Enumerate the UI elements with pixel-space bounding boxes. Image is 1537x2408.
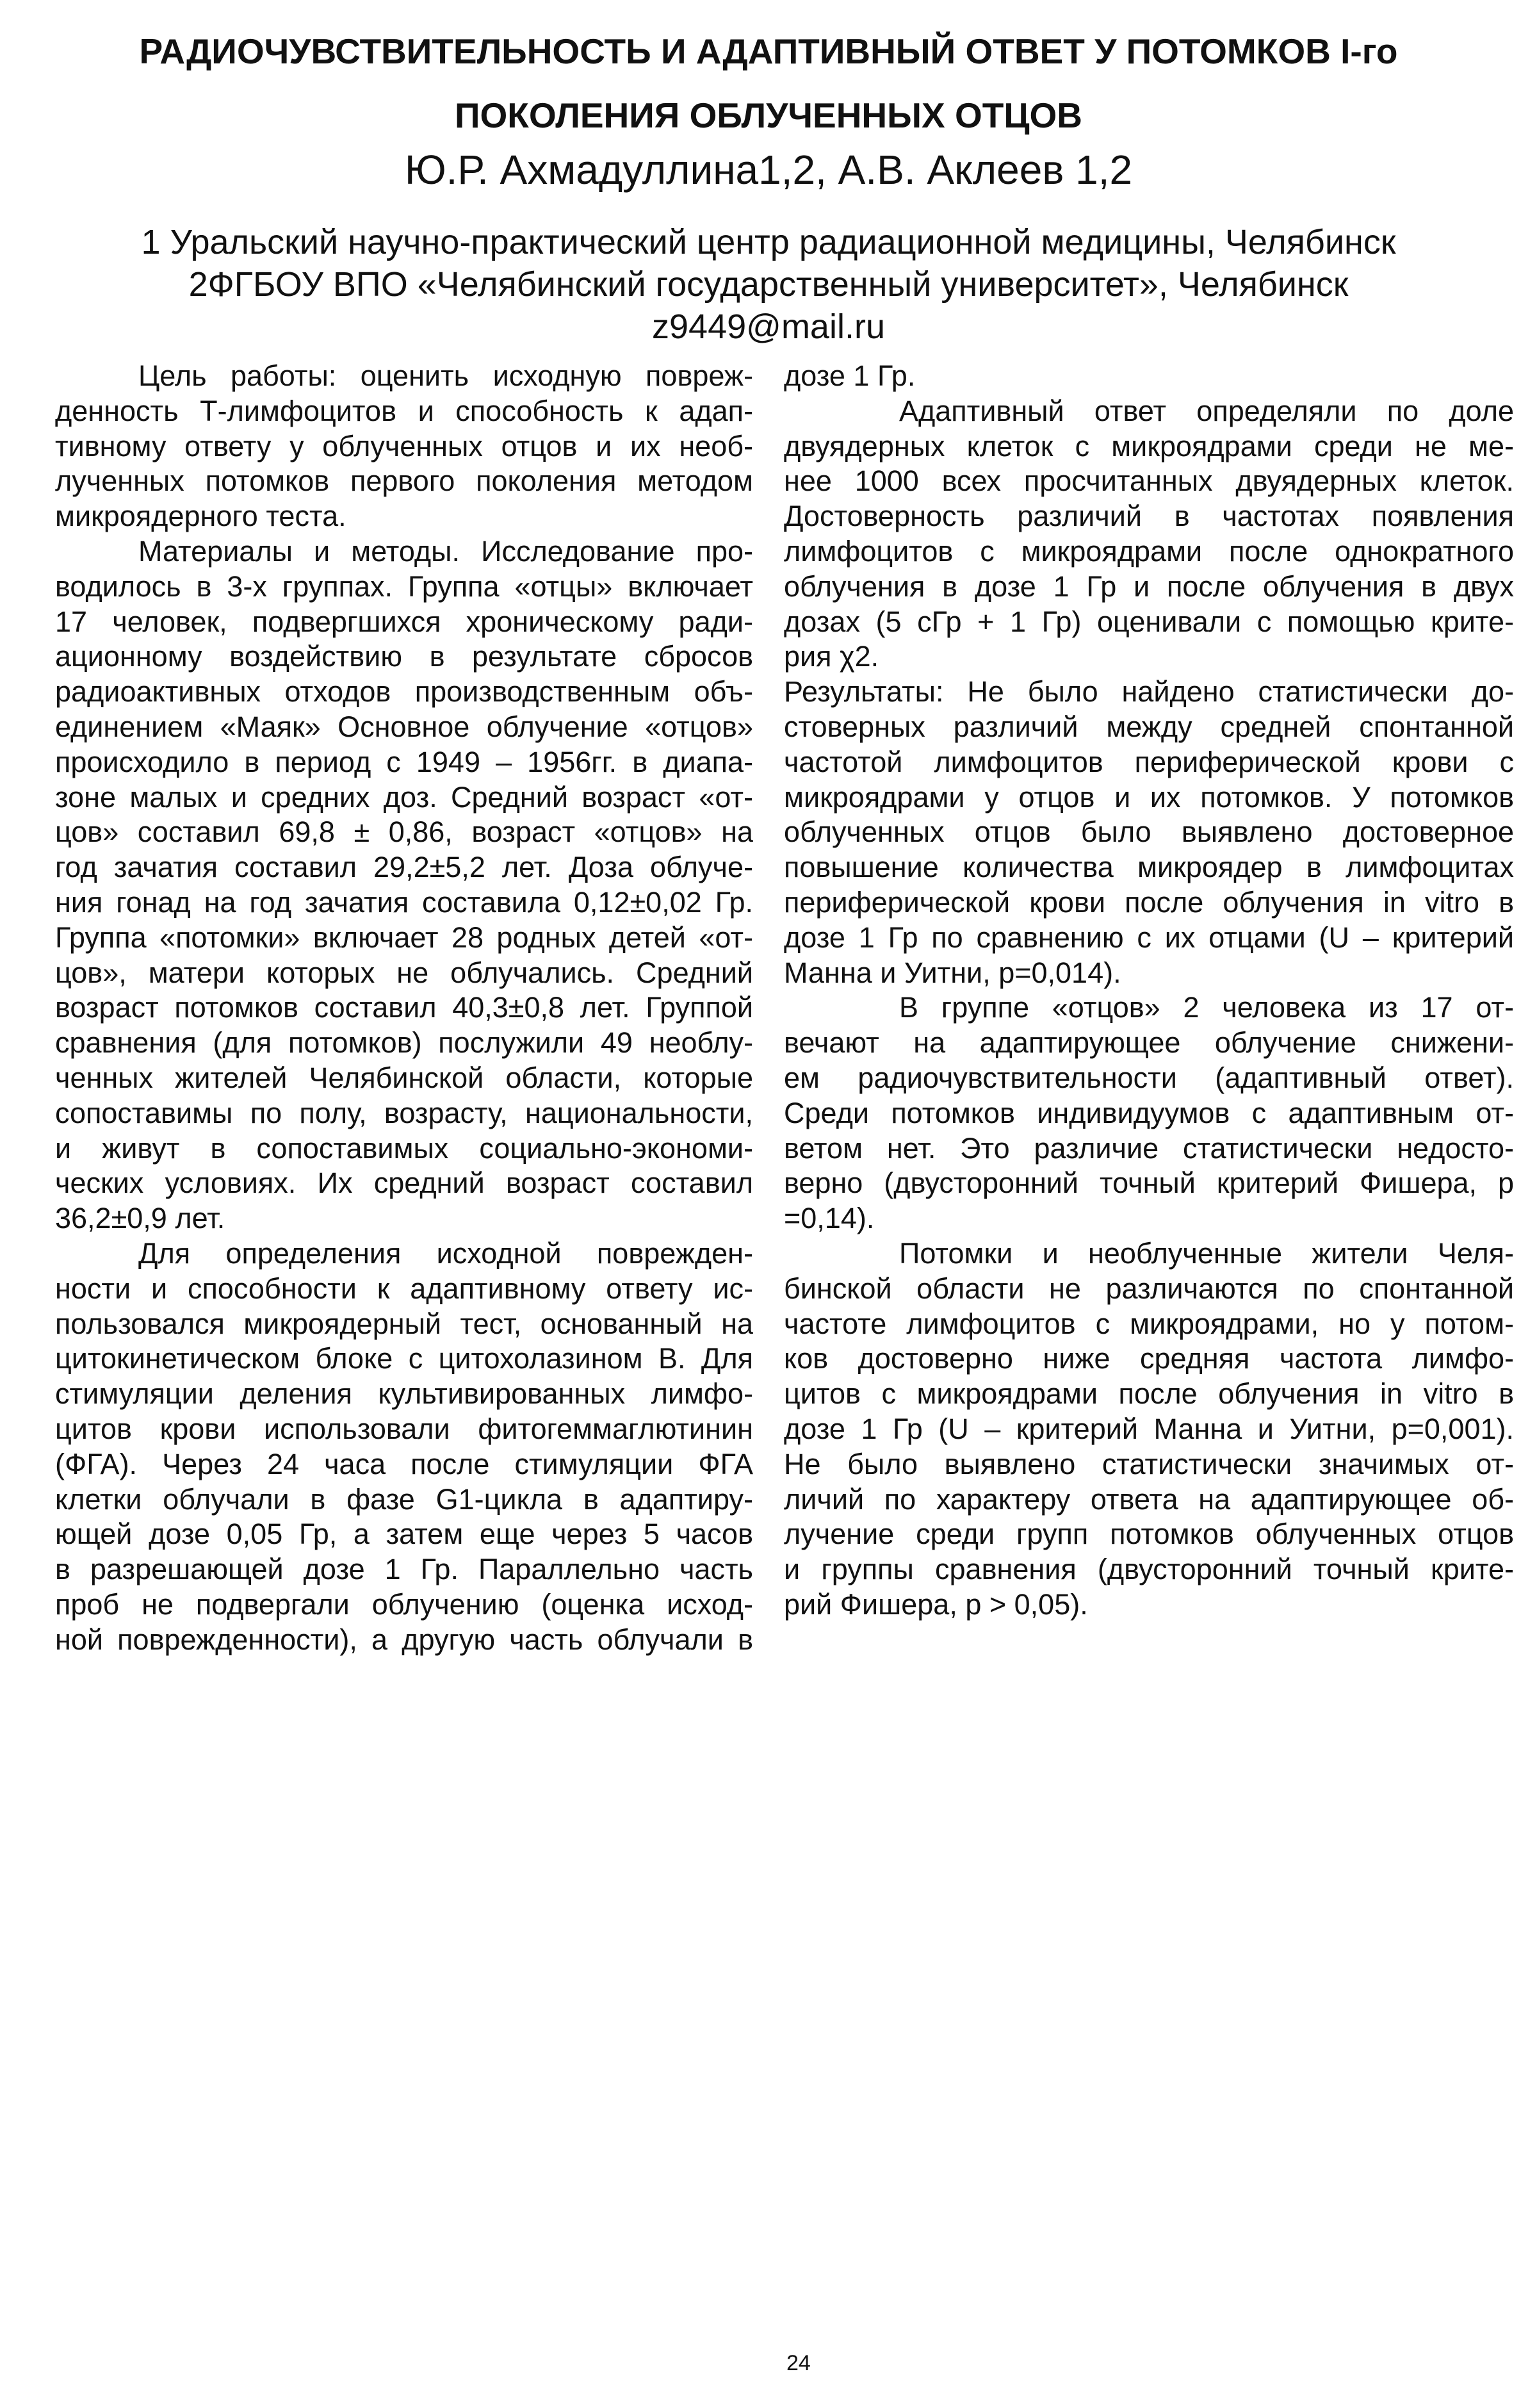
text-line: верно (двусторонний точный критерий Фишера, р [784,1167,1514,1200]
text-line: В группе «отцов» 2 человека из 17 от- [899,991,1514,1024]
text-line: периферической крови после облучения in vitro в [784,885,1514,919]
text-line: стоверных различий между средней спонтанной [784,710,1514,743]
text-line: Не было выявлено статистически значимых от- [784,1447,1514,1480]
text-line: 36,2±0,9 лет. [55,1202,225,1235]
text-line: Среди потомков индивидуумов с адаптивным от- [784,1096,1514,1129]
affiliation-2: 2ФГБОУ ВПО «Челябинский государственный университет», Челябинск [188,265,1349,304]
text-line: Достоверность различий в частотах появления [784,500,1514,533]
text-line: цов» составил 69,8 ± 0,86, возраст «отцов» на [55,815,753,849]
text-line: частотой лимфоцитов периферической крови с [784,745,1514,778]
text-line: сравнения (для потомков) послужили 49 необлу- [55,1026,753,1060]
text-line: лимфоцитов с микроядрами после однократного [784,534,1514,568]
text-line: Потомки и необлученные жители Челя- [899,1236,1514,1270]
text-line: ветом нет. Это различие статистически недосто- [784,1131,1514,1165]
text-line: ческих условиях. Их средний возраст составил [55,1167,753,1200]
text-line: ков достоверно ниже средняя частота лимфо- [784,1342,1514,1375]
text-line: ационному воздействию в результате сбросов [55,640,753,673]
affiliations [0,221,1537,348]
text-line: ной поврежденности), а другую часть облучали в [55,1623,753,1656]
affiliation-1: 1 Уральский научно-практический центр радиационной медицины, Челябинск [141,223,1396,261]
text-line: тивному ответу у облученных отцов и их необ- [55,429,753,463]
text-line: ченных жителей Челябинской области, которые [55,1061,753,1094]
left-column [55,359,753,1657]
text-line: двуядерных клеток с микроядрами среди не ме- [784,429,1514,463]
paragraph [784,990,1514,1236]
title-line-2: ПОКОЛЕНИЯ ОБЛУЧЕННЫХ ОТЦОВ [454,95,1082,135]
right-column [784,359,1514,1623]
contact-email: z9449@mail.ru [652,307,885,346]
text-line: дозе 1 Гр. [784,359,916,392]
text-line: и группы сравнения (двусторонний точный крите- [784,1553,1514,1586]
text-line: лучение среди групп потомков облученных отцов [784,1518,1514,1551]
text-line: Цель работы: оценить исходную повреж- [138,359,753,392]
text-line: рий Фишера, p > 0,05). [784,1587,1088,1621]
text-line: происходило в период с 1949 – 1956гг. в диапа- [55,745,753,778]
paragraph [55,1236,753,1658]
text-line: вечают на адаптирующее облучение снижени- [784,1026,1514,1060]
text-line: стимуляции деления культивированных лимфо- [55,1377,753,1411]
paragraph [55,359,753,534]
paragraph [784,1236,1514,1623]
text-line: повышение количества микроядер в лимфоцитах [784,851,1514,884]
text-line: Группа «потомки» включает 28 родных детей «от- [55,921,753,954]
text-line: и живут в сопоставимых социально-экономи- [55,1131,753,1165]
text-line: проб не подвергали облучению (оценка исход- [55,1587,753,1621]
text-line: нее 1000 всех просчитанных двуядерных клеток. [784,464,1514,498]
text-line: (ФГА). Через 24 часа после стимуляции ФГА [55,1447,753,1480]
text-line: дозе 1 Гр по сравнению с их отцами (U – критерий [784,921,1514,954]
text-line: 17 человек, подвергшихся хроническому ради- [55,605,753,638]
text-line: в разрешающей дозе 1 Гр. Параллельно часть [55,1553,753,1586]
text-line: ющей дозе 0,05 Гр, а затем еще через 5 часов [55,1518,753,1551]
text-line: микроядерного теста. [55,500,346,533]
text-line: Результаты: Не было найдено статистически до- [784,675,1514,708]
text-line: единением «Маяк» Основное облучение «отцов» [55,710,753,743]
text-line: цитокинетическом блоке с цитохолазином В. Для [55,1342,753,1375]
title-line-1: РАДИОЧУВСТВИТЕЛЬНОСТЬ И АДАПТИВНЫЙ ОТВЕТ У ПОТОМКОВ I-го [139,31,1398,71]
text-line: ния гонад на год зачатия составила 0,12±0,02 Гр. [55,885,753,919]
authors: Ю.Р. Ахмадуллина1,2, А.В. Аклеев 1,2 [404,147,1133,193]
paragraph [784,394,1514,675]
paragraph [55,534,753,1236]
text-line: лученных потомков первого поколения методом [55,464,753,498]
text-line: денность Т-лимфоцитов и способность к адап- [55,394,753,427]
text-line: возраст потомков составил 40,3±0,8 лет. Группой [55,991,753,1024]
text-line: клетки облучали в фазе G1-цикла в адаптиру- [55,1482,753,1516]
article-title [0,19,1537,147]
text-line: Манна и Уитни, p=0,014). [784,956,1121,989]
text-line: облучения в дозе 1 Гр и после облучения в двух [784,569,1514,603]
text-line: зоне малых и средних доз. Средний возраст «от- [55,780,753,814]
text-line: дозах (5 сГр + 1 Гр) оценивали с помощью крите- [784,605,1514,638]
paragraph [784,675,1514,990]
text-line: ности и способности к адаптивному ответу ис- [55,1272,753,1305]
text-line: микроядрами у отцов и их потомков. У потомков [784,780,1514,814]
text-line: водилось в 3-х группах. Группа «отцы» включает [55,569,753,603]
paragraph [784,359,1514,394]
text-line: Для определения исходной поврежден- [138,1236,753,1270]
text-line: радиоактивных отходов производственным объ- [55,675,753,708]
text-line: год зачатия составил 29,2±5,2 лет. Доза облуче- [55,851,753,884]
text-line: личий по характеру ответа на адаптирующее об- [784,1482,1514,1516]
text-line: Материалы и методы. Исследование про- [138,534,753,568]
text-line: бинской области не различаются по спонтанной [784,1272,1514,1305]
text-line: дозе 1 Гр (U – критерий Манна и Уитни, p=0,001). [784,1412,1514,1445]
text-line: Адаптивный ответ определяли по доле [899,394,1514,427]
page-number: 24 [786,2351,811,2375]
text-line: облученных отцов было выявлено достоверное [784,815,1514,849]
text-line: цитов крови использовали фитогеммаглютинин [55,1412,753,1445]
text-line: частоте лимфоцитов с микроядрами, но у потом- [784,1307,1514,1340]
text-line: пользовался микроядерный тест, основанный на [55,1307,753,1340]
text-line: ем радиочувствительности (адаптивный ответ). [784,1061,1514,1094]
text-line: =0,14). [784,1202,875,1235]
text-line: рия χ2. [784,640,879,673]
text-line: цов», матери которых не облучались. Средний [55,956,753,989]
text-line: цитов с микроядрами после облучения in vitro в [784,1377,1514,1411]
text-line: сопоставимы по полу, возрасту, национальности, [55,1096,753,1129]
